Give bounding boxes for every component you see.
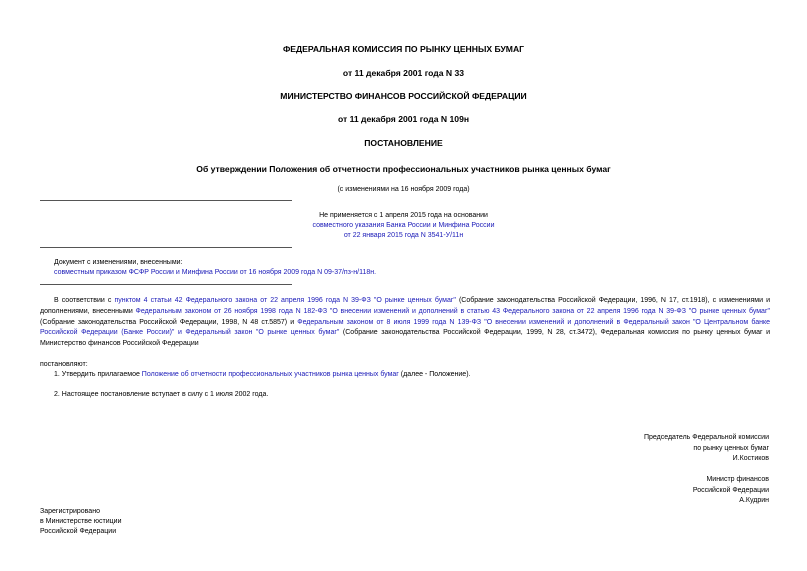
document-subtitle: (с изменениями на 16 ноября 2009 года) xyxy=(337,186,470,193)
issuer-ministry: МИНИСТЕРСТВО ФИНАНСОВ РОССИЙСКОЙ ФЕДЕРАЦИИ xyxy=(280,91,527,101)
item-2: 2. Настоящее постановление вступает в силу с 1 июля 2002 года. xyxy=(54,391,269,398)
issuer-ministry-date: от 11 декабря 2001 года N 109н xyxy=(337,114,470,124)
registration-line: Зарегистрировано xyxy=(40,508,100,515)
issuer-commission: ФЕДЕРАЛЬНАЯ КОМИССИЯ ПО РЫНКУ ЦЕННЫХ БУМАГ xyxy=(282,44,525,54)
signature-line: Министр финансов xyxy=(706,476,769,483)
notice-text: Не применяется с 1 апреля 2015 года на основании xyxy=(319,212,488,219)
item-1-text: 1. Утвердить прилагаемое xyxy=(54,371,142,378)
preamble-paragraph xyxy=(40,296,770,350)
signature-line: по рынку ценных бумаг xyxy=(693,444,769,452)
registration-note xyxy=(40,507,121,537)
signature-name: А.Кудрин xyxy=(739,497,769,504)
registration-line: Российской Федерации xyxy=(40,528,117,535)
law-link-182fz[interactable]: Федеральным законом от 26 ноября 1998 года N 182-ФЗ "О внесении изменений и дополнений в статью 43 Федерального закона от 22 апреля 1996 года N 39-ФЗ "О рынке ценных бумаг" xyxy=(135,307,770,315)
signature-minister xyxy=(693,475,769,507)
law-link-39fz[interactable]: пунктом 4 статьи 42 Федерального закона от 22 апреля 1996 года N 39-ФЗ "О рынке ценных бумаг" xyxy=(114,297,456,304)
item-1-text-end: (далее - Положение). xyxy=(398,371,471,378)
changes-link[interactable]: совместным приказом ФСФР России и Минфина России от 16 ноября 2009 года N 09-37/пз-н/118н. xyxy=(54,269,377,276)
issuer-commission-date: от 11 декабря 2001 года N 33 xyxy=(342,68,465,78)
law-link-139fz[interactable]: Федеральным законом от 8 июля 1999 года N 139-ФЗ "О внесении изменений и дополнений в Федеральный закон "О Центральном банке Российской Федерации (Банке России)" и Федеральный закон "О рынке ценных бумаг" xyxy=(40,318,770,337)
divider xyxy=(40,247,292,248)
document-title: Об утверждении Положения об отчетности профессиональных участников рынка ценных бумаг xyxy=(196,164,611,174)
preamble-text: (Собрание законодательства Российской Федерации, 1998, N 48 ст.5857) и xyxy=(40,318,298,326)
regulation-link[interactable]: Положение об отчетности профессиональных участников рынка ценных бумаг xyxy=(141,371,399,378)
divider xyxy=(40,200,292,201)
notice-link-2[interactable]: от 22 января 2015 года N 3541-У/11н xyxy=(343,232,464,239)
preamble-text: В соответствии с xyxy=(54,297,115,304)
signature-line: Российской Федерации xyxy=(692,486,769,494)
item-1 xyxy=(54,370,470,380)
signature-chairman xyxy=(644,433,769,465)
divider xyxy=(40,284,292,285)
signature-line: Председатель Федеральной комиссии xyxy=(643,434,769,441)
notice-link-1[interactable]: совместного указания Банка России и Минфина России xyxy=(312,222,495,229)
signature-name: И.Костиков xyxy=(732,455,769,462)
preamble-text: (Собрание законодательства Российской Федерации, 1996, N 17, ст.1918), с изменениями и дополнениями, внесенными xyxy=(40,297,770,315)
preamble-text: (Собрание законодательства Российской Федерации, 1999, N 28, ст.3472), Федеральная комиссия по рынку ценных бумаг и Министерство финансов Российской Федерации xyxy=(40,329,770,348)
changes-label: Документ с изменениями, внесенными: xyxy=(54,259,183,266)
document-type: ПОСТАНОВЛЕНИЕ xyxy=(364,138,443,148)
resolves-label: постановляют: xyxy=(40,361,88,368)
registration-line: в Министерстве юстиции xyxy=(40,518,122,525)
